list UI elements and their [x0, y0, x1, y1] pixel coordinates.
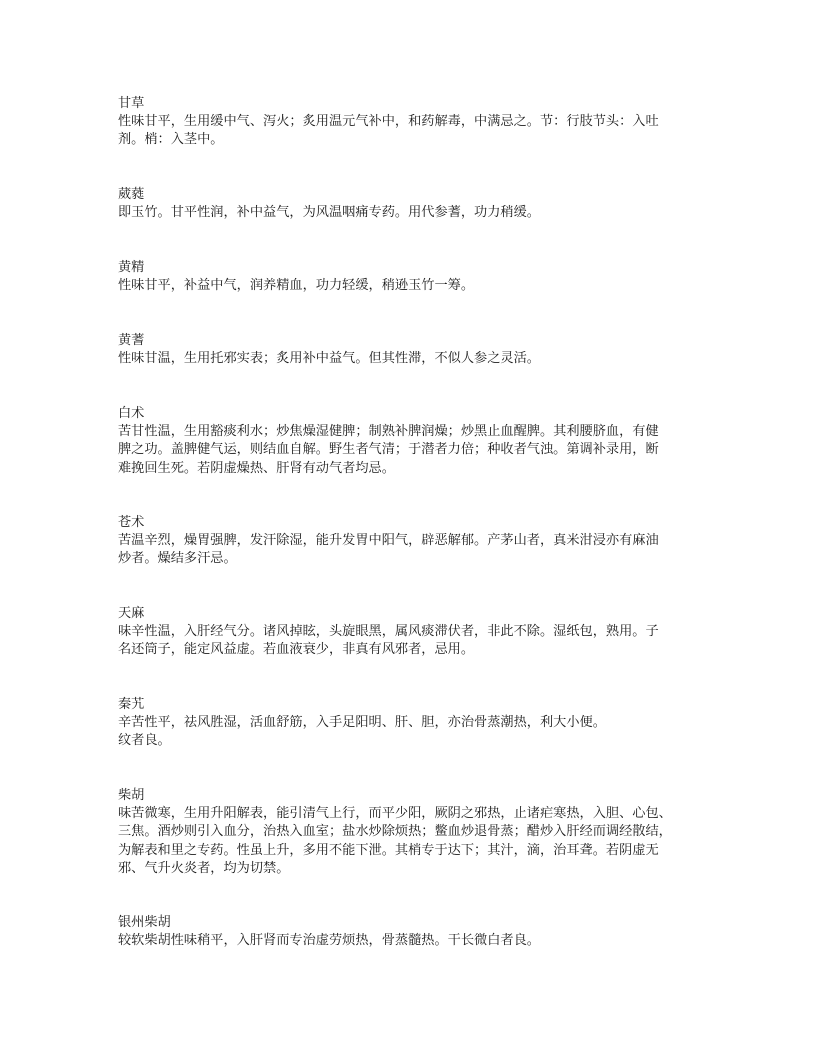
entry-title: 苍术	[118, 515, 145, 530]
entry-text-line: 较软柴胡性味稍平，入肝肾而专治虚劳烦热，骨蒸髓热。干长微白者良。	[118, 933, 540, 949]
entry-title: 甘草	[118, 96, 145, 111]
entry-baizhu	[118, 405, 703, 478]
entry-title: 秦艽	[118, 697, 145, 712]
entry-text-line: 脾之功。盖脾健气运，则结血自解。野生者气清；于潜者力倍；种收者气浊。第调补录用，断	[118, 442, 659, 458]
entry-text-line: 炒者。燥结多汗忌。	[118, 551, 237, 567]
entry-title: 黄蓍	[118, 333, 145, 348]
entry-tianma	[118, 605, 703, 660]
entry-huangjing	[118, 259, 703, 295]
entry-text-line: 性味甘温，生用托邪实表；炙用补中益气。但其性滞，不似人参之灵活。	[118, 351, 540, 367]
entry-title: 天麻	[118, 606, 145, 621]
entry-title: 银州柴胡	[118, 915, 171, 930]
entry-title: 黄精	[118, 260, 145, 275]
entry-title: 葳蕤	[118, 187, 145, 202]
entry-text-line: 即玉竹。甘平性润，补中益气，为风温咽痛专药。用代参蓍，功力稍缓。	[118, 205, 540, 221]
entry-text-line: 剂。梢：入茎中。	[118, 132, 224, 148]
entry-text-line: 为解表和里之专药。性虽上升，多用不能下泄。其梢专于达下；其汁，滴，治耳聋。若阴虚无	[118, 842, 659, 858]
entry-text-line: 性味甘平，补益中气，润养精血，功力轻缓，稍逊玉竹一筹。	[118, 278, 475, 294]
entry-text-line: 纹者良。	[118, 733, 171, 749]
entry-title: 白术	[118, 406, 145, 421]
entry-weirui	[118, 186, 703, 222]
entry-gancao	[118, 95, 703, 150]
entry-text-line: 性味甘平，生用缓中气、泻火；炙用温元气补中，和药解毒，中满忌之。节：行肢节头：入吐	[118, 114, 659, 130]
entry-yinzhou-chaihu	[118, 914, 703, 950]
entry-text-line: 味辛性温，入肝经气分。诸风掉眩，头旋眼黑，属风痰滞伏者，非此不除。湿纸包，熟用。子	[118, 624, 659, 640]
entry-chaihu	[118, 787, 703, 878]
entry-text-line: 三焦。酒炒则引入血分，治热入血室；盐水炒除烦热；鳖血炒退骨蒸；醋炒入肝经而调经散结，	[118, 824, 672, 840]
entry-text-line: 邪、气升火炎者，均为切禁。	[118, 860, 290, 876]
entry-text-line: 味苦微寒，生用升阳解表，能引清气上行，而平少阳，厥阴之邪热，止诸疟寒热，入胆、心包、	[118, 806, 672, 822]
entry-text-line: 苦温辛烈，燥胃强脾，发汗除湿，能升发胃中阳气，辟恶解郁。产茅山者，真米泔浸亦有麻油	[118, 533, 659, 549]
entry-cangzhu	[118, 514, 703, 569]
entry-huangqi	[118, 332, 703, 368]
entry-title: 柴胡	[118, 788, 145, 803]
entry-text-line: 名还筒子，能定风益虚。若血液衰少，非真有风邪者，忌用。	[118, 642, 475, 658]
entry-qinjiao	[118, 696, 703, 751]
entry-text-line: 辛苦性平，祛风胜湿，活血舒筋，入手足阳明、肝、胆，亦治骨蒸潮热，利大小便。	[118, 715, 606, 731]
entry-text-line: 难挽回生死。若阴虚燥热、肝肾有动气者均忌。	[118, 460, 395, 476]
entry-text-line: 苦甘性温，生用豁痰利水；炒焦燥湿健脾；制熟补脾润燥；炒黑止血醒脾。其利腰脐血，有健	[118, 424, 659, 440]
